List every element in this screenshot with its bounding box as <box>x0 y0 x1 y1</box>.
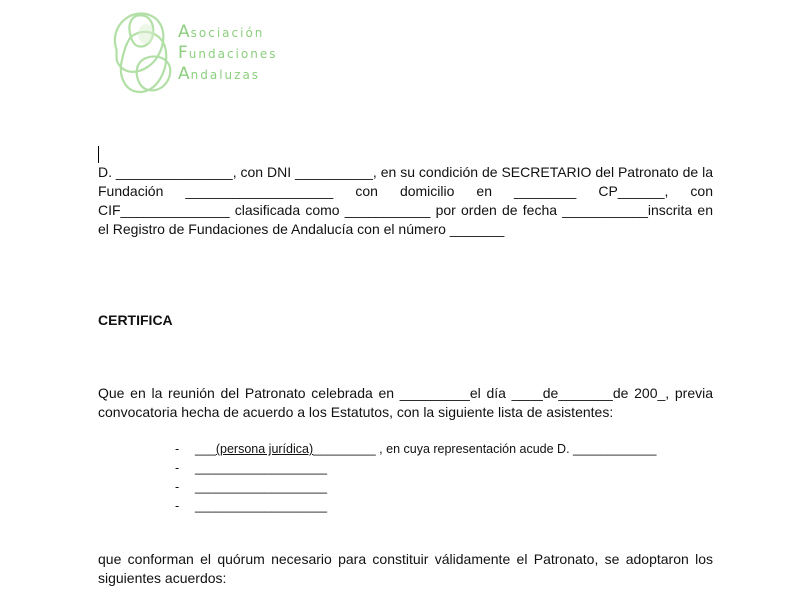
list-item-text: ___________________ <box>195 461 328 475</box>
logo <box>106 8 296 100</box>
list-item-text: ___(persona jurídica)_________ , en cuya representación acude D. ____________ <box>195 442 657 456</box>
logo-line-1: Asociación <box>178 22 265 42</box>
list-dash: - <box>175 442 180 456</box>
list-item-text: ___________________ <box>195 480 328 494</box>
paragraph-meeting[interactable]: Que en la reunión del Patronato celebrada en _________el día ____de_______de 200_, previa convocatoria hecha de acuerdo a los Estatutos, con la siguiente lista de asistentes: <box>98 385 713 420</box>
text-cursor <box>98 146 99 163</box>
logo-line-2: Fundaciones <box>178 43 278 63</box>
heading-certifica[interactable]: CERTIFICA <box>98 312 173 328</box>
logo-line-3: Andaluzas <box>178 64 261 84</box>
logo-text <box>178 22 277 85</box>
paragraph-quorum[interactable]: que conforman el quórum necesario para constituir válidamente el Patronato, se adoptaron los siguientes acuerdos: <box>98 551 713 586</box>
list-item-text: ___________________ <box>195 499 328 513</box>
paragraph-secretary[interactable]: D. _______________, con DNI __________, en su condición de SECRETARIO del Patronato de la Fundación ___________________ con domicilio en ________ CP______, con CIF______________ clasificada como ___________ por orden de fecha ___________inscrita en el Registro de Fundaciones de Andalucía con el número _______ <box>98 164 713 237</box>
list-dash: - <box>175 480 180 494</box>
logo-rings-icon <box>106 8 186 100</box>
list-dash: - <box>175 461 180 475</box>
list-dash: - <box>175 499 180 513</box>
